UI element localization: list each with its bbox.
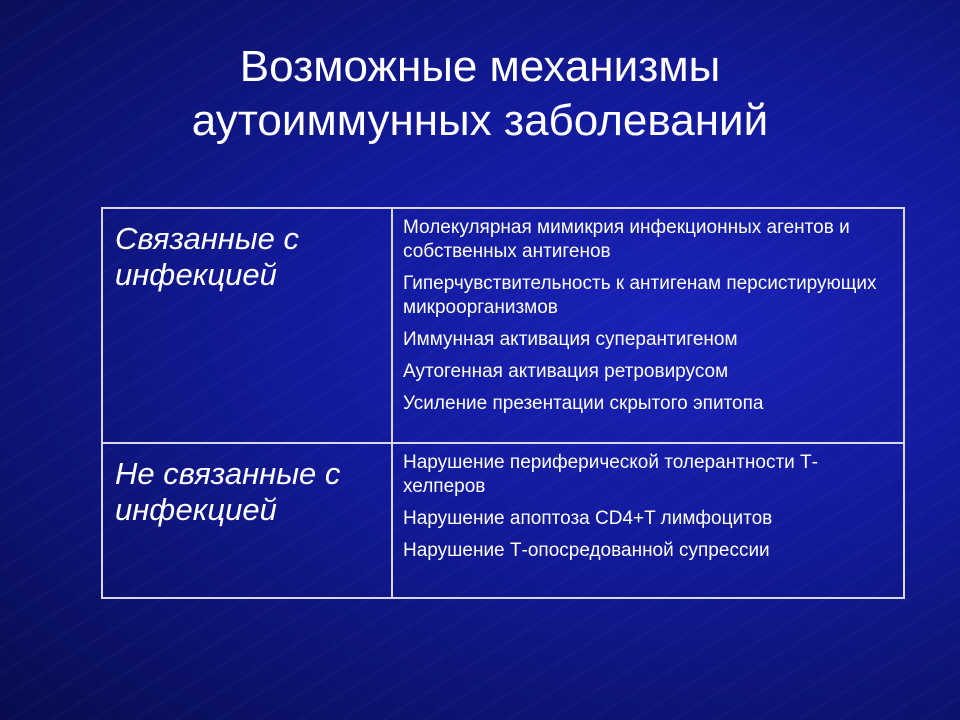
- mechanism-list: [393, 209, 903, 416]
- mechanism-item: Аутогенная активация ретровирусом: [403, 361, 729, 382]
- mechanisms-table: [101, 207, 905, 599]
- mechanism-item: Нарушение апоптоза CD4+T лимфоцитов: [403, 508, 773, 529]
- table-row: [102, 208, 904, 443]
- mechanism-item: Усиление презентации скрытого эпитопа: [403, 393, 764, 414]
- title-line-1: Возможные механизмы: [239, 42, 721, 91]
- mechanism-item: Гиперчувствительность к антигенам персистирующих микроорганизмов: [403, 273, 877, 318]
- category-label: Связанные с инфекцией: [115, 221, 300, 292]
- mechanisms-cell: [392, 208, 904, 443]
- mechanism-item: Молекулярная мимикрия инфекционных агентов и собственных антигенов: [403, 217, 850, 262]
- mechanism-list: [393, 444, 903, 563]
- category-label: Не связанные с инфекцией: [115, 456, 341, 527]
- mechanism-item: Иммунная активация суперантигеном: [403, 329, 738, 350]
- mechanisms-cell: [392, 443, 904, 598]
- category-cell: [102, 443, 392, 598]
- table-row: [102, 443, 904, 598]
- category-cell: [102, 208, 392, 443]
- slide-title: [0, 40, 960, 148]
- title-line-2: аутоиммунных заболеваний: [191, 96, 769, 145]
- mechanism-item: Нарушение Т-опосредованной супрессии: [403, 540, 770, 561]
- mechanism-item: Нарушение периферической толерантности Т-хелперов: [403, 452, 818, 497]
